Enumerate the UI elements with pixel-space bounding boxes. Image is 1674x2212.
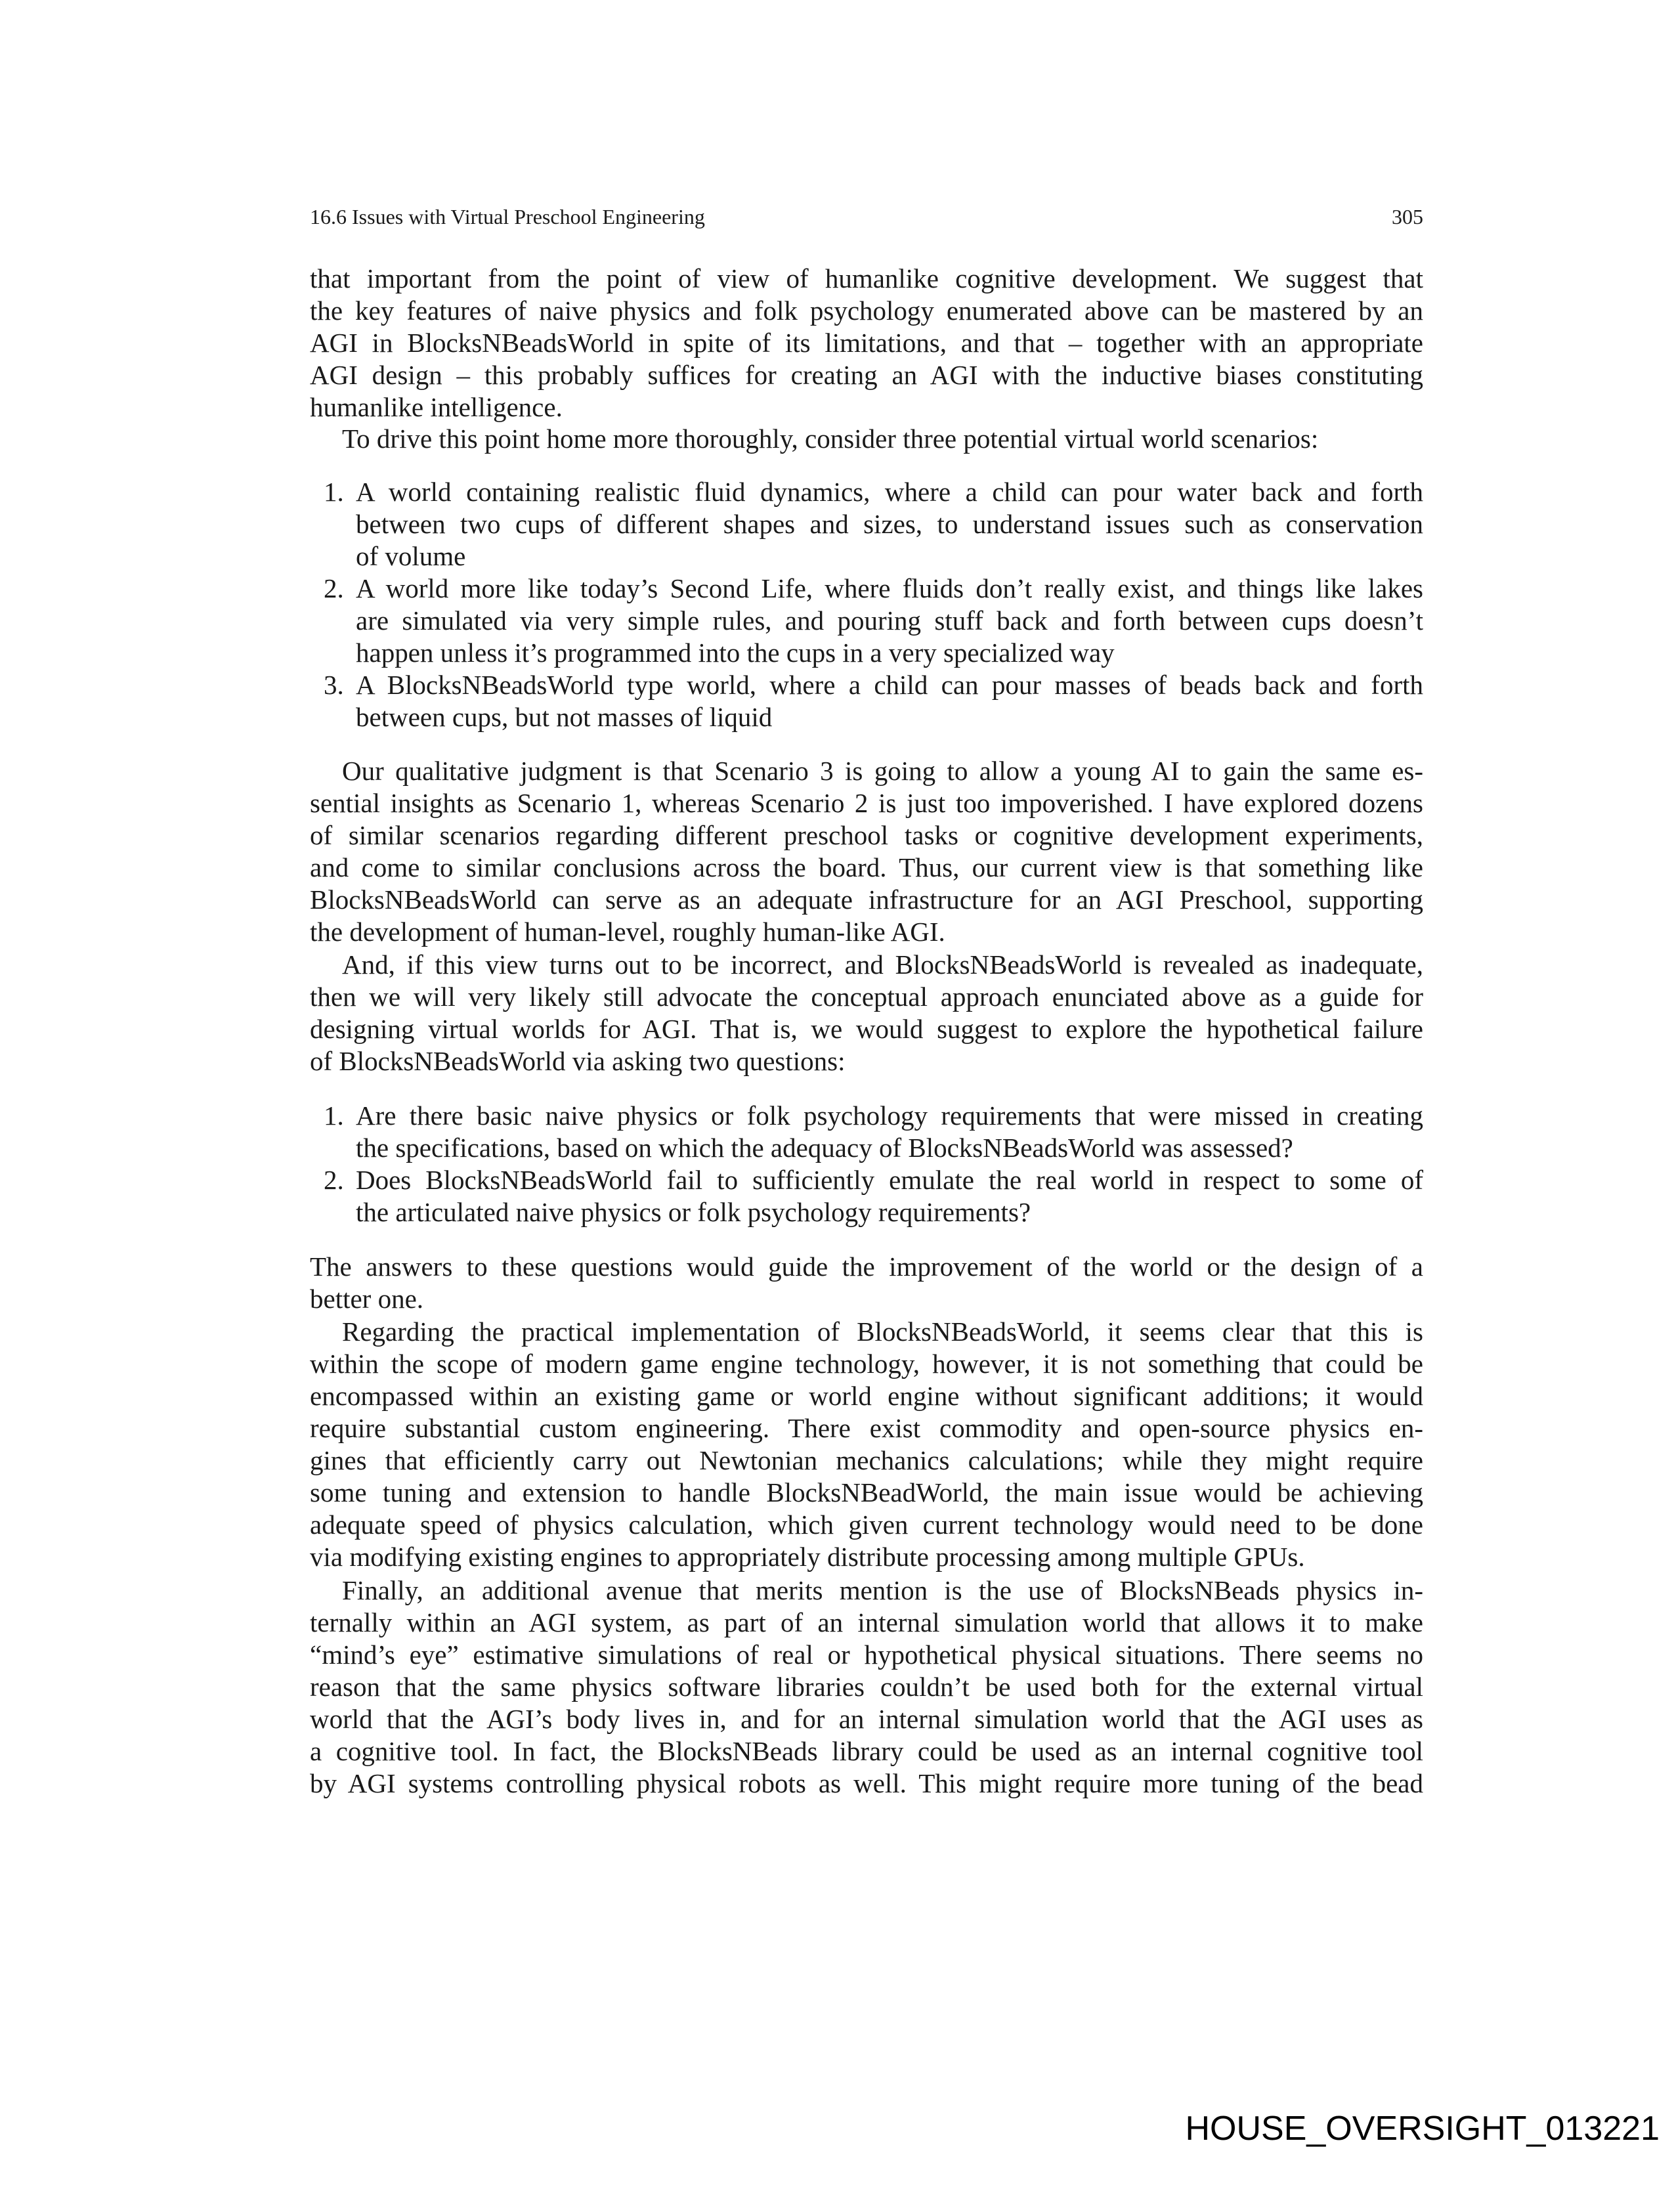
text-line: then we will very likely still advocate the conceptual approach enunciated above as a guide for [310,982,1423,1012]
text-line: To drive this point home more thoroughly, consider three potential virtual world scenarios: [342,423,1319,454]
paragraph [310,1316,1423,1573]
text-line: Are there basic naive physics or folk psychology requirements that were missed in creating [356,1100,1423,1131]
page-number: 305 [1392,205,1423,228]
list-item [310,573,1423,669]
text-line: A BlocksNBeadsWorld type world, where a child can pour masses of beads back and forth [356,670,1423,700]
text-line: within the scope of modern game engine technology, however, it is not something that could be [310,1349,1423,1379]
text-line: some tuning and extension to handle BlocksNBeadWorld, the main issue would be achieving [310,1477,1423,1507]
text-line: happen unless it’s programmed into the cups in a very specialized way [356,638,1115,668]
text-line: require substantial custom engineering. There exist commodity and open-source physics en- [310,1413,1423,1443]
list-number: 2. [324,1165,344,1195]
section-title: 16.6 Issues with Virtual Preschool Engineering [310,205,705,228]
text-line: a cognitive tool. In fact, the BlocksNBeads library could be used as an internal cognitive tool [310,1736,1423,1766]
text-line: the development of human-level, roughly human-like AGI. [310,917,945,947]
list-item [310,476,1423,573]
text-line: that important from the point of view of humanlike cognitive development. We suggest that [310,263,1423,293]
text-line: Finally, an additional avenue that merits mention is the use of BlocksNBeads physics in- [342,1575,1423,1605]
paragraph [310,423,1423,455]
list-number: 3. [324,670,344,700]
list-item [310,1100,1423,1164]
text-line: adequate speed of physics calculation, which given current technology would need to be done [310,1509,1423,1540]
text-line: the specifications, based on which the adequacy of BlocksNBeadsWorld was assessed? [356,1133,1293,1163]
text-line: A world more like today’s Second Life, where fluids don’t really exist, and things like lakes [356,573,1423,603]
list-item [310,669,1423,733]
text-line: of volume [356,541,466,571]
text-line: AGI design – this probably suffices for creating an AGI with the inductive biases constituting [310,360,1423,390]
paragraph [310,263,1423,423]
text-line: world that the AGI’s body lives in, and for an internal simulation world that the AGI uses as [310,1704,1423,1734]
text-line: via modifying existing engines to appropriately distribute processing among multiple GPUs. [310,1542,1305,1572]
text-line: better one. [310,1284,424,1314]
text-line: BlocksNBeadsWorld can serve as an adequate infrastructure for an AGI Preschool, supporting [310,884,1423,915]
text-line: Our qualitative judgment is that Scenario 3 is going to allow a young AI to gain the same es- [342,756,1423,786]
text-line: Does BlocksNBeadsWorld fail to sufficiently emulate the real world in respect to some of [356,1165,1423,1195]
text-line: encompassed within an existing game or world engine without significant additions; it would [310,1381,1423,1411]
list-number: 1. [324,477,344,507]
text-line: of similar scenarios regarding different preschool tasks or cognitive development experiments, [310,820,1423,850]
text-line: sential insights as Scenario 1, whereas Scenario 2 is just too impoverished. I have explored dozens [310,788,1423,818]
text-line: gines that efficiently carry out Newtonian mechanics calculations; while they might require [310,1445,1423,1475]
text-line: between cups, but not masses of liquid [356,702,773,732]
paragraph [310,1251,1423,1315]
text-line: the articulated naive physics or folk psychology requirements? [356,1197,1031,1227]
text-line: the key features of naive physics and folk psychology enumerated above can be mastered by an [310,295,1423,326]
bates-number: HOUSE_OVERSIGHT_013221 [1185,2110,1660,2148]
numbered-list [310,1100,1423,1228]
paragraph [310,949,1423,1077]
text-line: are simulated via very simple rules, and pouring stuff back and forth between cups doesn’t [356,605,1423,636]
list-number: 2. [324,573,344,603]
text-line: reason that the same physics software libraries couldn’t be used both for the external virtual [310,1672,1423,1702]
text-line: of BlocksNBeadsWorld via asking two questions: [310,1046,846,1076]
text-line: And, if this view turns out to be incorrect, and BlocksNBeadsWorld is revealed as inadequate, [342,949,1423,980]
paragraph [310,755,1423,948]
text-line: Regarding the practical implementation of BlocksNBeadsWorld, it seems clear that this is [342,1316,1423,1347]
text-line: The answers to these questions would guide the improvement of the world or the design of a [310,1251,1423,1282]
text-line: by AGI systems controlling physical robots as well. This might require more tuning of the bead [310,1768,1423,1798]
paragraph [310,1574,1423,1800]
text-line: between two cups of different shapes and sizes, to understand issues such as conservation [356,509,1423,539]
text-line: designing virtual worlds for AGI. That is, we would suggest to explore the hypothetical failure [310,1014,1423,1044]
list-item [310,1164,1423,1228]
running-header [310,205,1423,229]
text-line: A world containing realistic fluid dynamics, where a child can pour water back and forth [356,477,1423,507]
numbered-list [310,476,1423,733]
text-line: ternally within an AGI system, as part of an internal simulation world that allows it to make [310,1607,1423,1637]
text-line: humanlike intelligence. [310,392,563,422]
list-number: 1. [324,1100,344,1131]
text-line: AGI in BlocksNBeadsWorld in spite of its limitations, and that – together with an appropriate [310,328,1423,358]
text-line: and come to similar conclusions across the board. Thus, our current view is that something like [310,852,1423,882]
text-line: “mind’s eye” estimative simulations of real or hypothetical physical situations. There seems no [310,1639,1423,1670]
